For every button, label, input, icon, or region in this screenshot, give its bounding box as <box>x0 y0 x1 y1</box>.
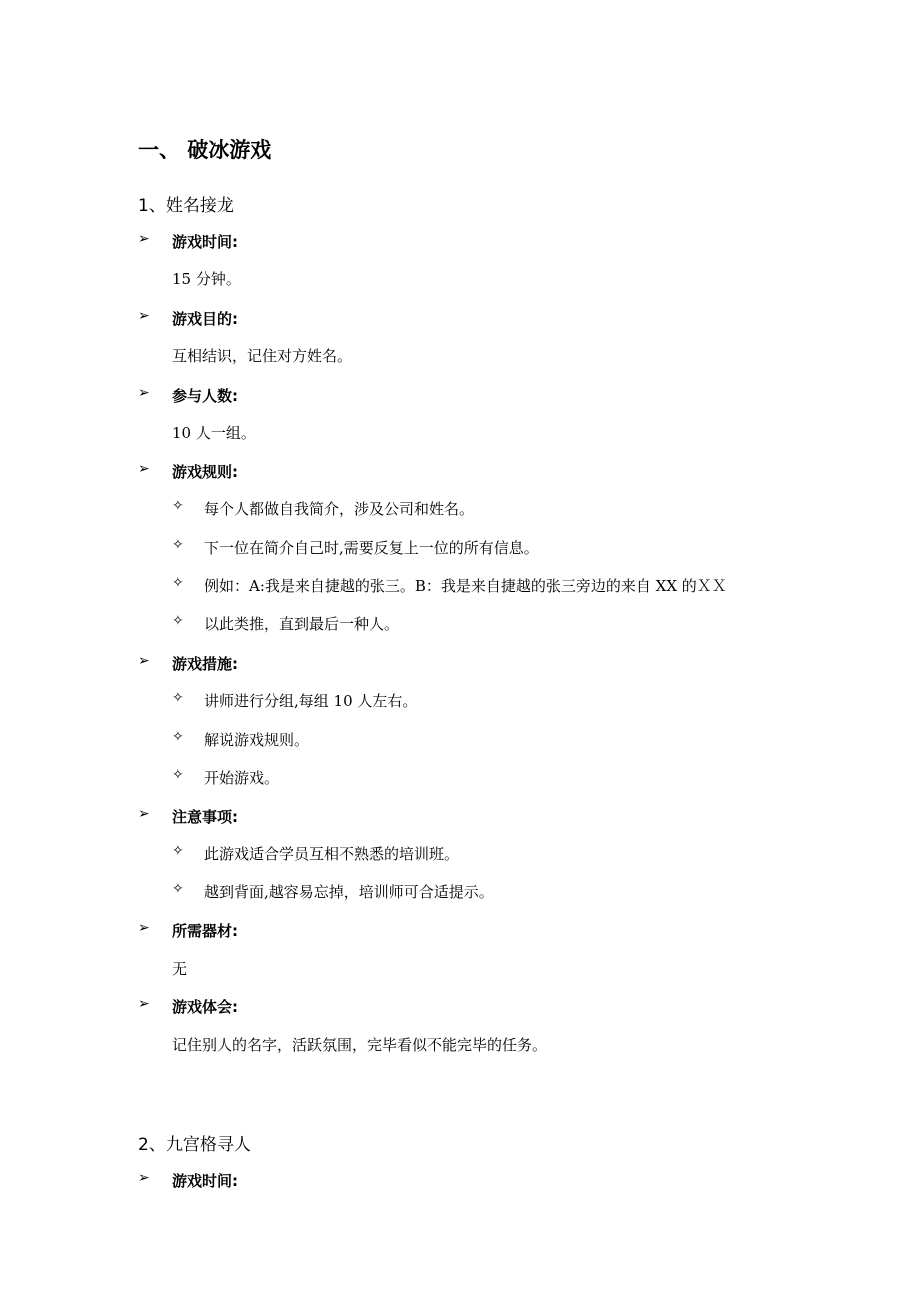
item-text: 15 分钟。 <box>172 270 241 288</box>
four-point-star-bullet-icon: ✧ <box>172 881 184 897</box>
arrowhead-bullet-icon: ➢ <box>138 920 150 936</box>
four-point-star-bullet-icon: ✧ <box>172 575 184 591</box>
arrowhead-bullet-icon: ➢ <box>138 653 150 669</box>
four-point-star-bullet-icon: ✧ <box>172 613 184 629</box>
item-text: 记住别人的名字，活跃氛围，完毕看似不能完毕的任务。 <box>172 1036 548 1054</box>
item-label: 游戏时间: <box>172 1172 238 1190</box>
four-point-star-bullet-icon: ✧ <box>172 690 184 706</box>
item-text: 互相结识，记住对方姓名。 <box>172 347 353 365</box>
item-label: 参与人数: <box>172 387 238 405</box>
arrowhead-bullet-icon: ➢ <box>138 461 150 477</box>
arrowhead-bullet-icon: ➢ <box>138 385 150 401</box>
game-title: 2、九宫格寻人 <box>138 1135 251 1155</box>
four-point-star-bullet-icon: ✧ <box>172 498 184 514</box>
arrowhead-bullet-icon: ➢ <box>138 806 150 822</box>
item-text: 10 人一组。 <box>172 424 256 442</box>
four-point-star-bullet-icon: ✧ <box>172 767 184 783</box>
four-point-star-bullet-icon: ✧ <box>172 729 184 745</box>
item-text: 无 <box>172 960 188 978</box>
item-label: 游戏体会: <box>172 998 238 1016</box>
arrowhead-bullet-icon: ➢ <box>138 1170 150 1186</box>
document-page: 一、 破冰游戏 1、姓名接龙 ➢ 游戏时间: 15 分钟。 ➢ 游戏目的: 互相结识，记住对方姓名。 ➢ 参与人数: 10 人一组。 ➢ 游戏规则: ✧ 每个人都做自我简介，涉及公司和姓名。 ✧ 下一位在简介自己时,需要反复上一位的所有信息。 ✧ 例如：A:我是来自捷越的张三。B：我是来自捷越的张三旁边的来自 XX 的ＸＸ ✧ 以此类推，直到最后一种人。 ➢ 游戏措施: ✧ 讲师进行分组,每组 10 人左右。 ✧ 解说游戏规则。 ✧ 开始游戏。 ➢ 注意事项: ✧ 此游戏适合学员互相不熟悉的培训班。 ✧ 越到背面,越容易忘掉，培训师可合适提示。 ➢ 所需器材: 无 ➢ 游戏体会: 记住别人的名字，活跃氛围，完毕看似不能完毕的任务。 2、九宫格寻人 ➢ 游戏时间: <box>0 0 920 1302</box>
item-label: 所需器材: <box>172 922 238 940</box>
item-label: 游戏规则: <box>172 463 238 481</box>
four-point-star-bullet-icon: ✧ <box>172 843 184 859</box>
item-label: 游戏目的: <box>172 310 238 328</box>
arrowhead-bullet-icon: ➢ <box>138 996 150 1012</box>
section-title: 一、 破冰游戏 <box>138 138 272 162</box>
four-point-star-bullet-icon: ✧ <box>172 537 184 553</box>
item-label: 游戏措施: <box>172 655 238 673</box>
item-label: 注意事项: <box>172 808 238 826</box>
game-title: 1、姓名接龙 <box>138 196 234 216</box>
arrowhead-bullet-icon: ➢ <box>138 231 150 247</box>
item-label: 游戏时间: <box>172 233 238 251</box>
arrowhead-bullet-icon: ➢ <box>138 308 150 324</box>
